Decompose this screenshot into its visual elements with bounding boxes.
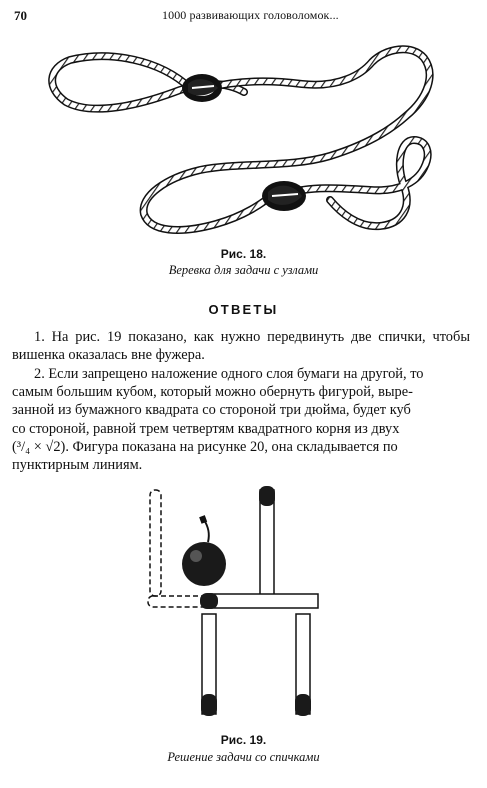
match-right-bottom [295,614,311,716]
running-title: 1000 развивающих головоломок... [162,8,339,22]
answer-2-line: (³/₄ × √2). Фигура показана на рисунке 20, она складывается по [12,438,398,455]
answer-2-line: занной из бумажного квадрата со стороной три дюйма, будет куб [12,402,411,419]
match-left-bottom [201,614,217,716]
answer-paragraph-2 [12,365,470,474]
figure-18-rope-illustration [40,36,460,244]
answer-paragraph-1 [12,328,470,364]
figure-19-matches-illustration [130,482,350,727]
answer-2-line: самым большим кубом, который можно обернуть фигурой, выре- [12,384,413,401]
figure-18-caption: Веревка для задачи с узлами [168,263,319,277]
knot-upper [182,74,222,102]
cherry [182,515,226,586]
answers-heading: ОТВЕТЫ [208,302,279,317]
answer-2-line: пунктирным линиям. [12,457,143,474]
dashed-match-horizontal [148,596,208,607]
dashed-match-vertical [150,490,161,596]
match-horizontal [200,593,318,609]
figure-19-label: Рис. 19. [220,733,267,747]
knot-lower [262,181,306,211]
answer-2-line: 2. Если запрещено наложение одного слоя бумаги на другой, то [34,366,424,382]
figure-19-caption: Решение задачи со спичками [167,750,320,764]
figure-18-label: Рис. 18. [220,247,267,261]
answer-1-text: 1. На рис. 19 показано, как нужно передвинуть две спички, чтобы вишенка оказалась вне фужера. [12,329,470,364]
page-number: 70 [14,8,27,23]
page-header [14,8,474,26]
answer-2-line: со стороной, равной трем четвертям квадратного корня из двух [12,420,400,437]
match-right-top [259,486,275,596]
